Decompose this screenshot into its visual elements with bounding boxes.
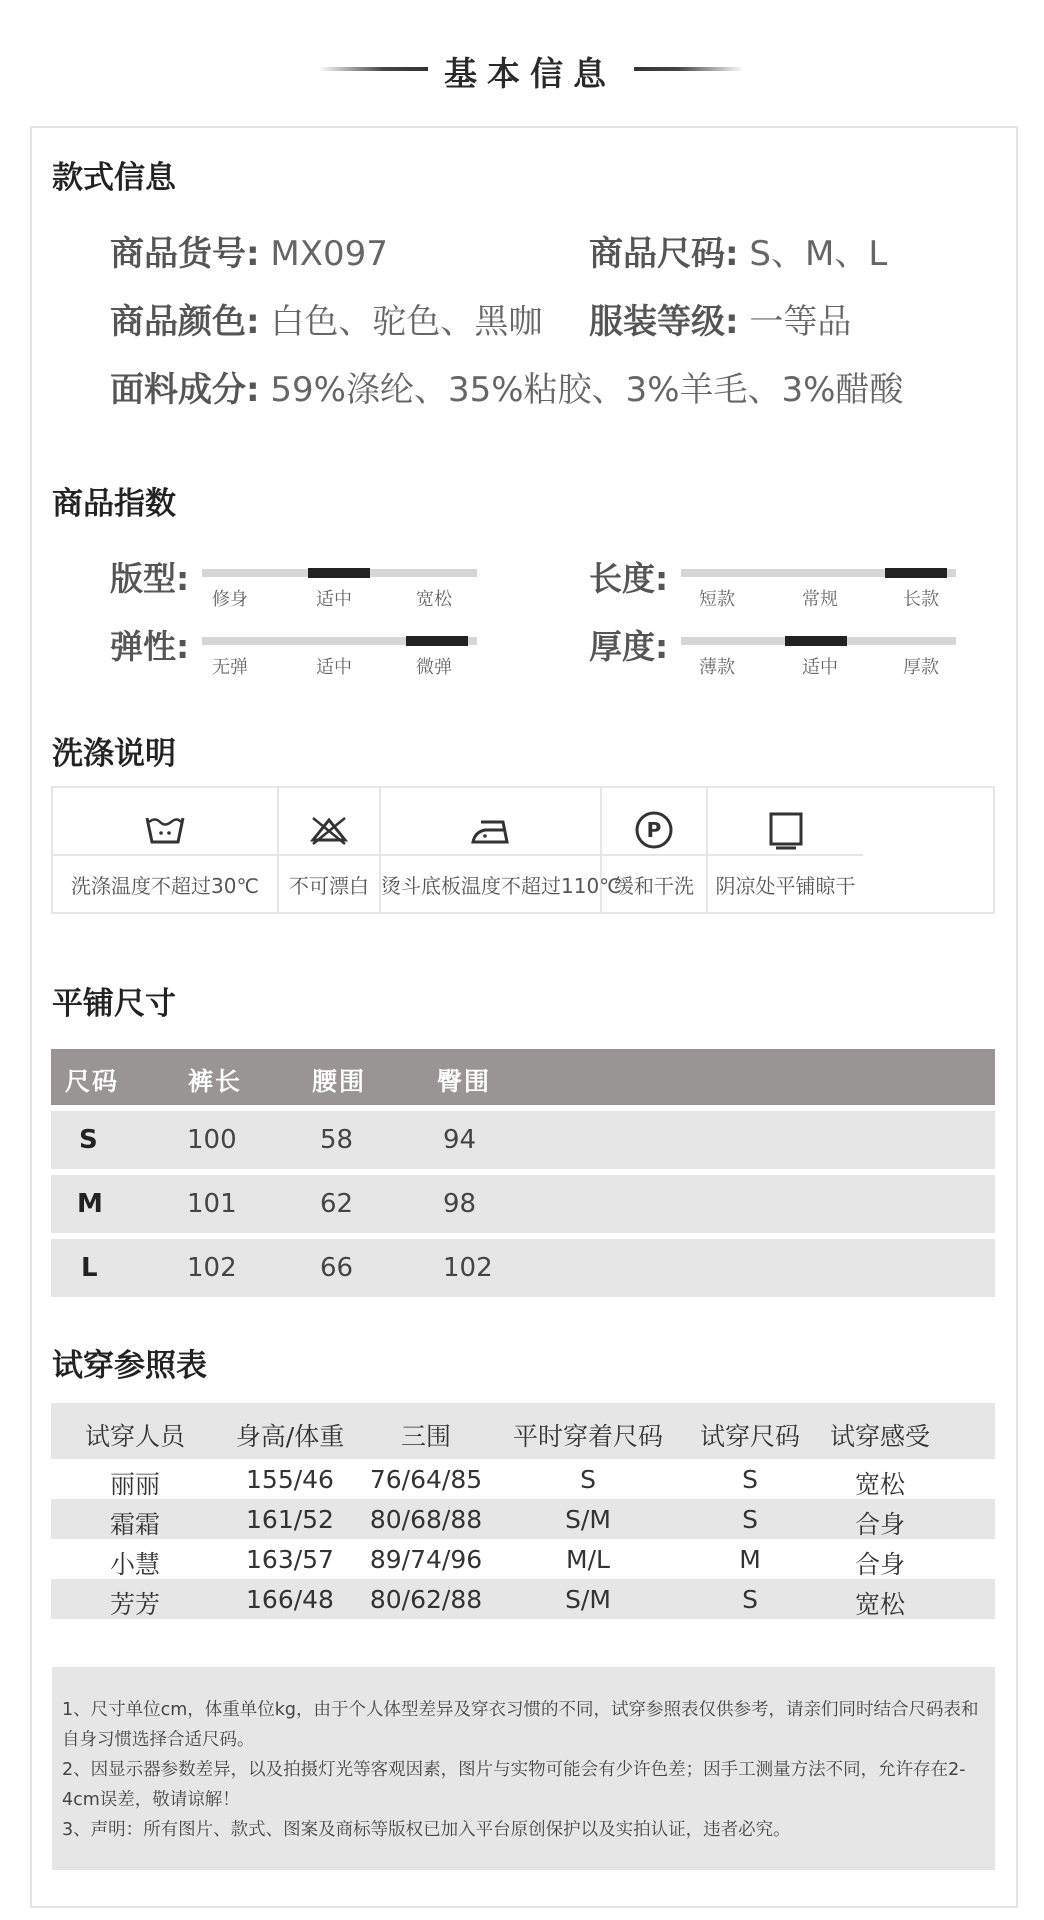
index-option: 适中 (316, 657, 352, 678)
table-cell: 小慧 (109, 1550, 160, 1579)
index-name: 弹性: (110, 627, 190, 666)
washing-label: 缓和干洗 (614, 874, 694, 898)
table-row (51, 1579, 995, 1619)
index-option: 短款 (699, 589, 735, 610)
table-cell: 163/57 (246, 1545, 334, 1574)
index-thickness (589, 621, 1009, 681)
table-cell: S (742, 1585, 758, 1614)
table-cell: 101 (187, 1189, 237, 1219)
index-title: 商品指数 (52, 486, 176, 522)
info-value: 59%涤纶、35%粘胶、3%羊毛、3%醋酸 (270, 370, 904, 410)
washing-label: 阴凉处平铺晾干 (715, 874, 856, 898)
washing-item (708, 788, 863, 912)
table-cell: 霜霜 (109, 1510, 160, 1539)
table-cell: 155/46 (246, 1465, 334, 1494)
info-value: 白色、驼色、黑咖 (270, 302, 543, 342)
cell-divider (53, 854, 277, 856)
index-name: 厚度: (589, 627, 669, 666)
index-option: 微弹 (416, 657, 452, 678)
table-cell: 66 (320, 1253, 354, 1283)
column-header: 试穿尺码 (699, 1422, 800, 1451)
header-decor-line-left (318, 67, 428, 71)
table-row (51, 1175, 995, 1233)
index-track (681, 637, 956, 645)
note-item: 1、尺寸单位cm，体重单位kg，由于个人体型差异及穿衣习惯的不同，试穿参照表仅供参考，请亲们同时结合尺码表和自身习惯选择合适尺码。 (62, 1700, 979, 1750)
info-item-code (110, 226, 388, 275)
header-decor-line-right (634, 67, 744, 71)
table-cell: M (739, 1545, 761, 1574)
index-track (202, 569, 477, 577)
no-bleach-icon (279, 808, 379, 852)
washing-item (602, 788, 708, 912)
index-track (681, 569, 956, 577)
svg-text:P: P (646, 818, 662, 842)
washing-title: 洗涤说明 (52, 736, 176, 772)
note-item: 3、声明：所有图片、款式、图案及商标等版权已加入平台原创保护以及实拍认证，违者必究。 (62, 1820, 791, 1840)
info-label: 面料成分: (110, 370, 260, 410)
info-item-color (110, 294, 542, 343)
index-option: 长款 (903, 589, 939, 610)
column-header: 身高/体重 (235, 1422, 345, 1451)
note-item: 2、因显示器参数差异，以及拍摄灯光等客观因素，图片与实物可能会有少许色差；因手工测量方法不同，允许存在2-4cm误差，敬请谅解！ (62, 1760, 966, 1810)
try-table (51, 1403, 995, 1619)
index-option: 无弹 (212, 657, 248, 678)
info-item-size (589, 226, 887, 275)
cell-divider (381, 854, 600, 856)
style-info-title: 款式信息 (52, 160, 176, 196)
table-cell: 芳芳 (109, 1590, 160, 1619)
table-row (51, 1539, 995, 1579)
iron-icon (381, 808, 600, 852)
notes-box (52, 1667, 995, 1870)
table-cell: 58 (320, 1125, 354, 1155)
try-table-header (51, 1403, 995, 1459)
size-table (51, 1049, 995, 1297)
table-cell: 62 (320, 1189, 354, 1219)
table-cell: 丽丽 (109, 1470, 160, 1499)
info-label: 商品颜色: (110, 302, 260, 342)
table-cell: 98 (443, 1189, 477, 1219)
index-fit (110, 553, 530, 613)
info-label: 商品尺码: (589, 234, 739, 274)
table-cell: 94 (443, 1125, 477, 1155)
table-cell: 合身 (854, 1550, 905, 1579)
size-table-header (51, 1049, 995, 1105)
washing-item (381, 788, 622, 912)
table-cell: 宽松 (854, 1470, 905, 1499)
table-cell: S (742, 1465, 758, 1494)
column-header: 腰围 (312, 1067, 367, 1096)
washing-item (279, 788, 381, 912)
cell-divider (602, 854, 706, 856)
table-row (51, 1239, 995, 1297)
table-cell: S/M (565, 1585, 611, 1614)
index-option: 薄款 (699, 657, 735, 678)
table-cell: S (79, 1125, 98, 1155)
column-header: 三围 (400, 1422, 451, 1451)
table-cell: 80/68/88 (369, 1505, 483, 1534)
table-cell: M/L (566, 1545, 610, 1574)
table-row (51, 1111, 995, 1169)
dry-flat-shade-icon (708, 808, 863, 852)
table-cell: 102 (443, 1253, 493, 1283)
table-cell: 89/74/96 (369, 1545, 483, 1574)
index-option: 适中 (802, 657, 838, 678)
index-name: 版型: (110, 559, 190, 598)
info-label: 服装等级: (589, 302, 739, 342)
table-cell: S/M (565, 1505, 611, 1534)
size-table-title: 平铺尺寸 (52, 986, 176, 1022)
table-cell: 166/48 (246, 1585, 334, 1614)
column-header: 平时穿着尺码 (512, 1422, 663, 1451)
info-value: 一等品 (749, 302, 852, 342)
cell-divider (279, 854, 379, 856)
index-track (202, 637, 477, 645)
table-cell: L (81, 1253, 98, 1283)
index-marker (406, 636, 468, 646)
washing-label: 不可漂白 (289, 874, 369, 898)
index-marker (885, 568, 947, 578)
column-header: 尺码 (65, 1067, 120, 1096)
index-marker (308, 568, 370, 578)
washing-label: 洗涤温度不超过30℃ (71, 874, 259, 898)
table-cell: M (77, 1189, 103, 1219)
table-cell: 100 (187, 1125, 237, 1155)
index-option: 修身 (212, 589, 248, 610)
index-option: 常规 (802, 589, 838, 610)
column-header: 臀围 (437, 1067, 492, 1096)
try-table-title: 试穿参照表 (52, 1348, 207, 1384)
table-cell: S (742, 1505, 758, 1534)
cell-divider (708, 854, 863, 856)
index-name: 长度: (589, 559, 669, 598)
page-header (0, 40, 1044, 96)
washing-item (53, 788, 279, 912)
table-cell: 76/64/85 (369, 1465, 483, 1494)
info-item-fabric (110, 362, 903, 411)
wash-30-icon (53, 808, 277, 852)
index-option: 厚款 (903, 657, 939, 678)
info-item-grade (589, 294, 851, 343)
table-cell: 161/52 (246, 1505, 334, 1534)
index-option: 适中 (316, 589, 352, 610)
table-cell: 102 (187, 1253, 237, 1283)
index-elasticity (110, 621, 530, 681)
washing-table (51, 786, 995, 914)
index-marker (785, 636, 847, 646)
column-header: 试穿感受 (829, 1422, 930, 1451)
table-cell: S (580, 1465, 596, 1494)
dry-clean-p-icon (602, 808, 706, 852)
table-row (51, 1499, 995, 1539)
index-length (589, 553, 1009, 613)
index-option: 宽松 (416, 589, 452, 610)
table-cell: 80/62/88 (369, 1585, 483, 1614)
washing-label: 烫斗底板温度不超过110℃ (381, 874, 622, 898)
column-header: 试穿人员 (84, 1422, 185, 1451)
column-header: 裤长 (188, 1067, 243, 1096)
table-row (51, 1459, 995, 1499)
info-value: S、M、L (749, 234, 888, 274)
table-cell: 合身 (854, 1510, 905, 1539)
page-title: 基本信息 (444, 54, 616, 93)
info-label: 商品货号: (110, 234, 260, 274)
info-value: MX097 (270, 234, 388, 274)
table-cell: 宽松 (854, 1590, 905, 1619)
